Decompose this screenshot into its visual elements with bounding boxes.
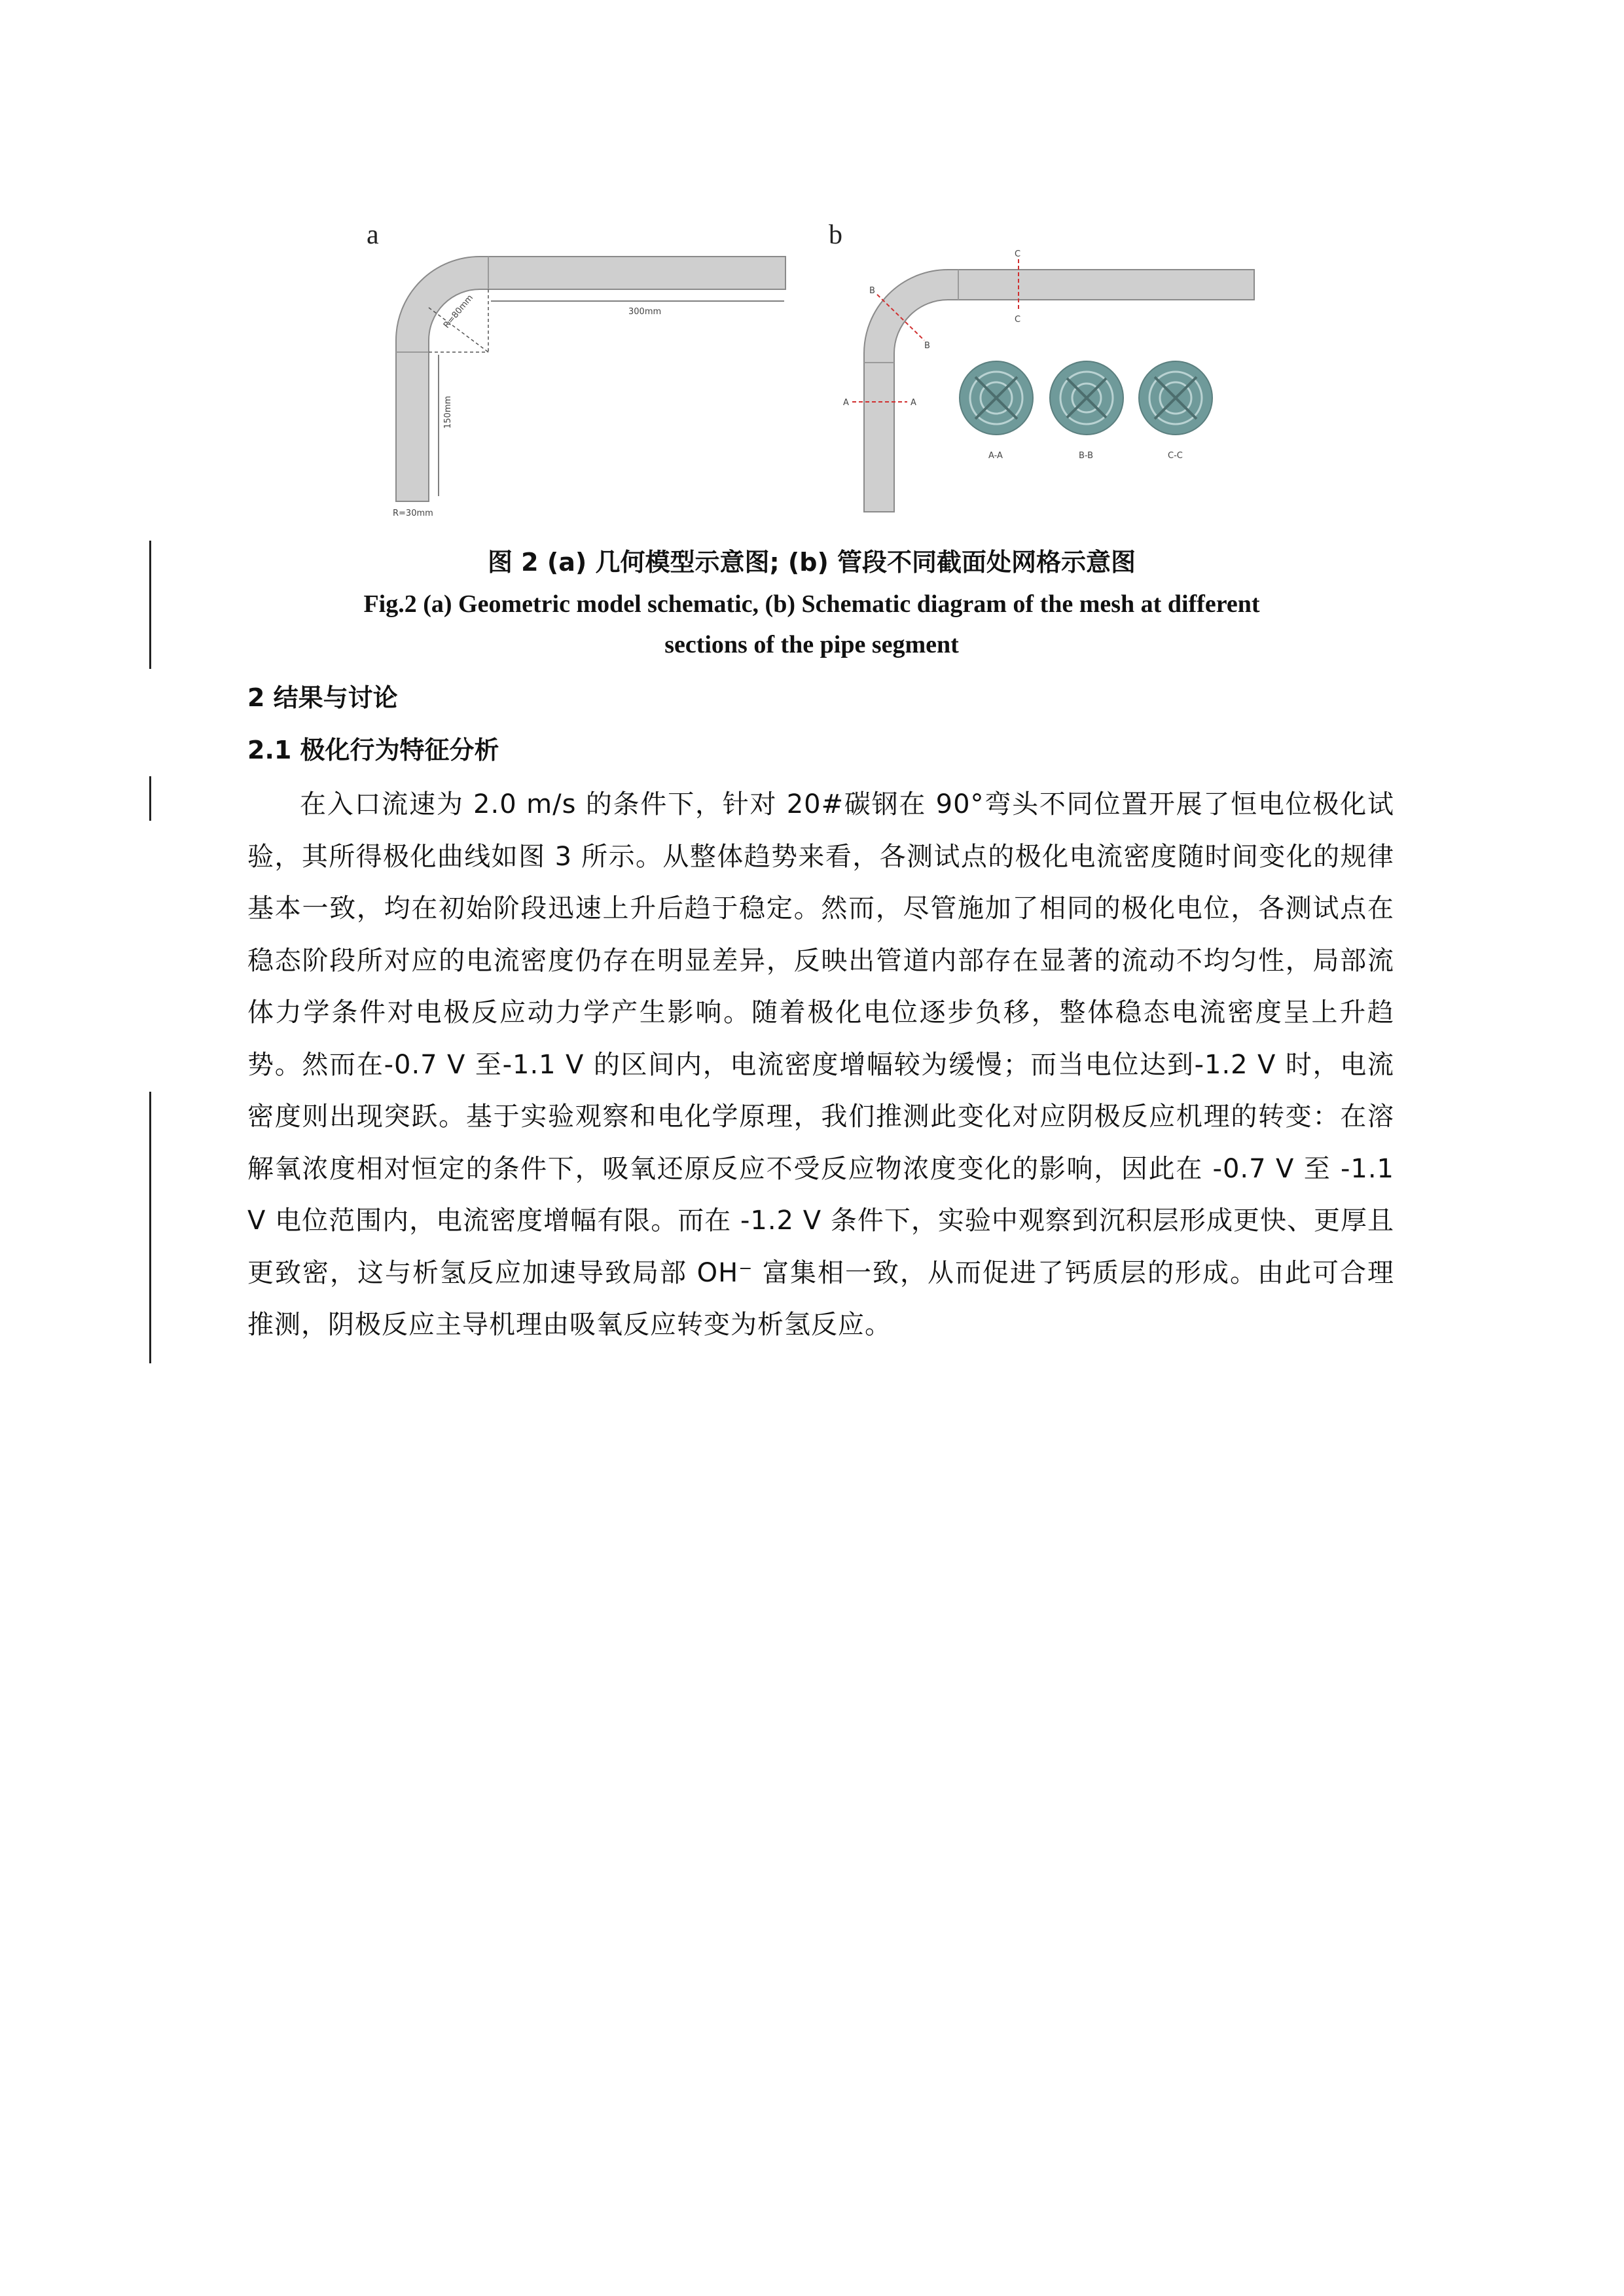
- mesh-label-aa: A-A: [988, 451, 1003, 461]
- section-heading-2: 2 结果与讨论: [247, 683, 398, 712]
- change-bar-caption: [149, 541, 151, 669]
- figure-caption-en-line1: Fig.2 (a) Geometric model schematic, (b) Schematic diagram of the mesh at different: [363, 590, 1260, 618]
- section-a-left: A: [843, 398, 849, 408]
- pipe-a: [396, 257, 785, 501]
- section-c-top: C: [1015, 249, 1021, 259]
- section-a-right: A: [911, 398, 916, 408]
- body-paragraph: 在入口流速为 2.0 m/s 的条件下，针对 20#碳钢在 90°弯头不同位置开展了恒电位极化试验，其所得极化曲线如图 3 所示。从整体趋势来看，各测试点的极化电流密度随时间变化的规律基本一致，均在初始阶段迅速上升后趋于稳定。然而，尽管施加了相同的极化电位，各测试点在稳态阶段所对应的电流密度仍存在明显差异，反映出管道内部存在显著的流动不均匀性，局部流体力学条件对电极反应动力学产生影响。随着极化电位逐步负移，整体稳态电流密度呈上升趋势。然而在-0.7 V 至-1.1 V 的区间内，电流密度增幅较为缓慢；而当电位达到-1.2 V 时，电流密度则出现突跃。基于实验观察和电化学原理，我们推测此变化对应阴极反应机理的转变：在溶解氧浓度相对恒定的条件下，吸氧还原反应不受反应物浓度变化的影响，因此在 -0.7 V 至 -1.1 V 电位范围内，电流密度增幅有限。而在 -1.2 V 条件下，实验中观察到沉积层形成更快、更厚且更致密，这与析氢反应加速导致局部 OH⁻ 富集相一致，从而促进了钙质层的形成。由此可合理推测，阴极反应主导机理由吸氧反应转变为析氢反应。: [247, 789, 1394, 1340]
- mesh-section-cc: [1139, 361, 1212, 435]
- mesh-label-cc: C-C: [1168, 451, 1183, 461]
- bend-radius-label: R=80mm: [441, 293, 476, 331]
- pipe-radius-label: R=30mm: [393, 509, 433, 518]
- section-b-top: B: [869, 286, 875, 296]
- figure-caption-zh: 图 2 (a) 几何模型示意图; (b) 管段不同截面处网格示意图: [487, 548, 1136, 577]
- mesh-section-aa: [960, 361, 1033, 435]
- panel-b-label: b: [829, 220, 842, 250]
- change-bar-paragraph-start: [149, 776, 151, 821]
- mesh-section-bb: [1050, 361, 1123, 435]
- section-c-bottom: C: [1015, 315, 1021, 325]
- mesh-label-bb: B-B: [1079, 451, 1094, 461]
- section-heading-2-1: 2.1 极化行为特征分析: [247, 736, 499, 764]
- length-dimension-label: 300mm: [628, 307, 662, 317]
- figure-2: [367, 203, 1270, 530]
- figure-caption-en: [196, 584, 1427, 665]
- change-bar-paragraph-end: [149, 1092, 151, 1363]
- vertical-dimension-label: 150mm: [443, 395, 453, 429]
- section-b-bottom: B: [924, 341, 930, 351]
- panel-a-label: a: [367, 220, 379, 250]
- figure-caption-en-line2: sections of the pipe segment: [664, 631, 959, 658]
